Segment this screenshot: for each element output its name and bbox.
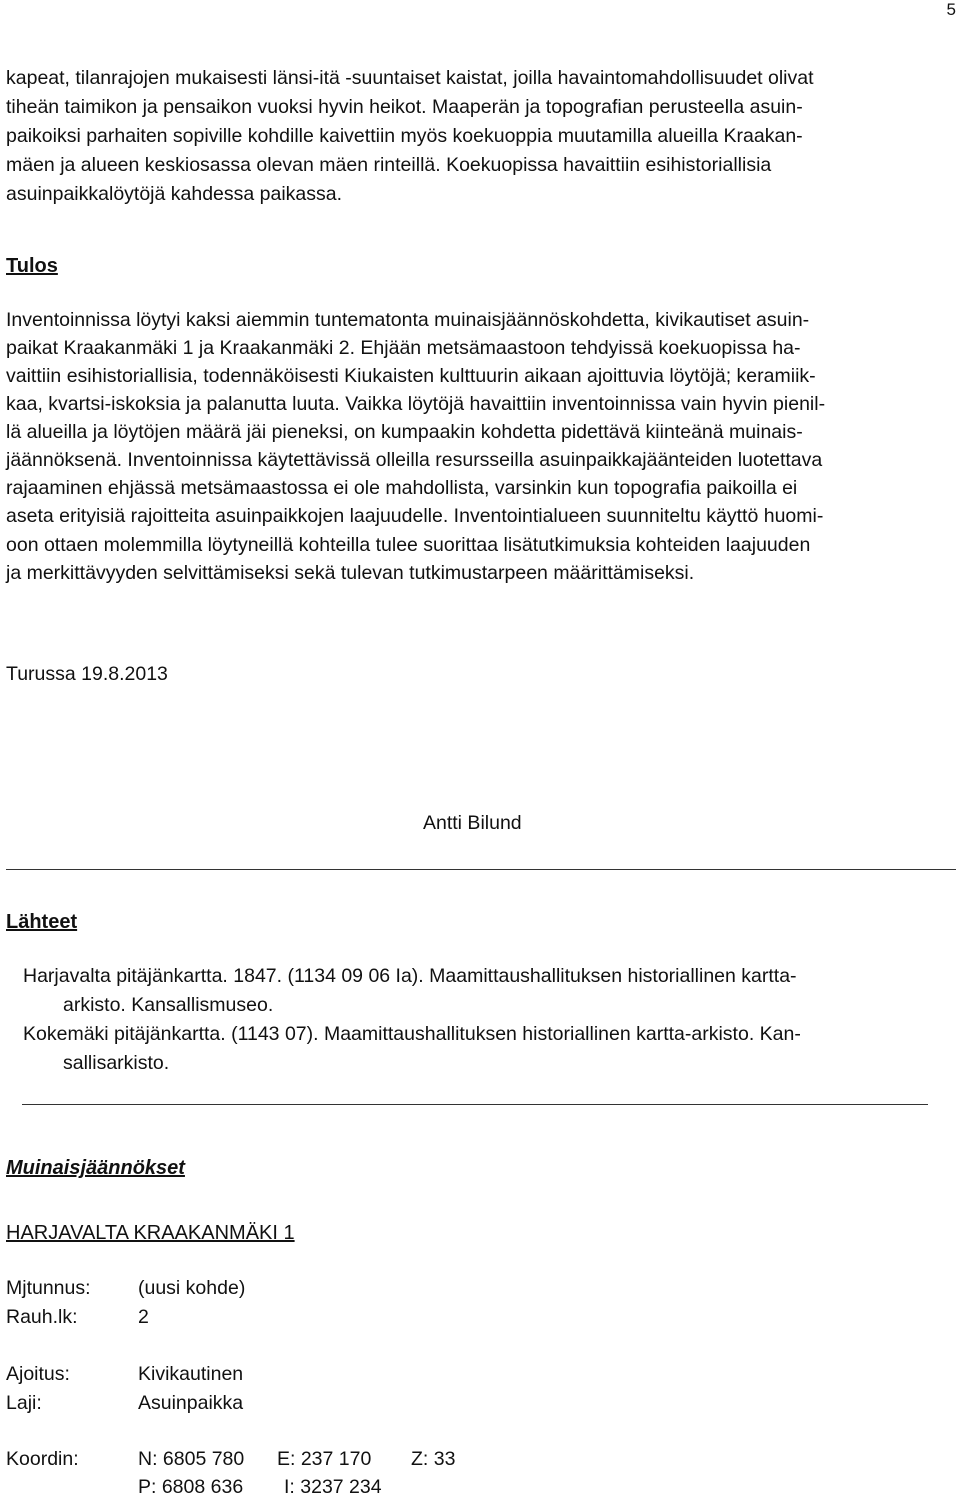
coordinate-n: N: 6805 780	[138, 1448, 245, 1470]
page-number: 5	[946, 0, 956, 19]
field-label-laji: Laji:	[6, 1392, 42, 1414]
field-label-rauhlk: Rauh.lk:	[6, 1306, 78, 1328]
text-line: vaittiin esihistoriallisia, todennäköisesti Kiukaisten kulttuurin aikaan ajoittuvia löytöjä; keramiik-	[6, 365, 816, 387]
text-line: paikat Kraakanmäki 1 ja Kraakanmäki 2. Ehjään metsämaastoon tehdyissä koekuopissa ha-	[6, 337, 801, 359]
text-line: paikoiksi parhaiten sopiville kohdille kaivettiin myös koekuoppia muutamilla alueilla Kraakan-	[6, 125, 803, 147]
place-date: Turussa 19.8.2013	[6, 663, 168, 685]
field-label-koordin: Koordin:	[6, 1448, 79, 1470]
section-heading-lahteet: Lähteet	[6, 911, 78, 933]
author-name: Antti Bilund	[423, 812, 522, 834]
text-line: kapeat, tilanrajojen mukaisesti länsi-itä -suuntaiset kaistat, joilla havaintomahdollisuudet olivat	[6, 67, 814, 89]
divider	[22, 1104, 928, 1105]
field-value-mjtunnus: (uusi kohde)	[138, 1277, 246, 1299]
section-heading-tulos: Tulos	[6, 255, 58, 277]
text-line: ja merkittävyyden selvittämiseksi sekä tulevan tutkimustarpeen määrittämiseksi.	[6, 562, 695, 584]
coordinate-p: P: 6808 636	[138, 1476, 244, 1498]
source-entry-line: Kokemäki pitäjänkartta. (1143 07). Maamittaushallituksen historiallinen kartta-arkisto. Kan-	[23, 1023, 801, 1045]
field-value-rauhlk: 2	[138, 1306, 149, 1328]
source-entry-line: arkisto. Kansallismuseo.	[63, 994, 274, 1016]
divider	[6, 869, 956, 870]
text-line: oon ottaen molemmilla löytyneillä kohteilla tulee suorittaa lisätutkimuksia kohteiden laajuuden	[6, 534, 811, 556]
text-line: asuinpaikkalöytöjä kahdessa paikassa.	[6, 183, 343, 205]
text-line: rajaaminen ehjässä metsämaastossa ei ole mahdollista, varsinkin kun topografia paikoilla ei	[6, 477, 798, 499]
coordinate-z: Z: 33	[411, 1448, 456, 1470]
coordinate-e: E: 237 170	[277, 1448, 372, 1470]
coordinate-i: I: 3237 234	[284, 1476, 382, 1498]
field-value-ajoitus: Kivikautinen	[138, 1363, 244, 1385]
text-line: kaa, kvartsi-iskoksia ja palanutta luuta. Vaikka löytöjä havaittiin inventoinnissa vain hyvin pienil-	[6, 393, 826, 415]
text-line: tiheän taimikon ja pensaikon vuoksi hyvin heikot. Maaperän ja topografian perusteella asuin-	[6, 96, 803, 118]
field-value-laji: Asuinpaikka	[138, 1392, 244, 1414]
source-entry-line: sallisarkisto.	[63, 1052, 170, 1074]
text-line: aseta erityisiä rajoitteita asuinpaikkojen laajuudelle. Inventointialueen suunniteltu käyttö huomi-	[6, 505, 824, 527]
text-line: Inventoinnissa löytyi kaksi aiemmin tuntematonta muinaisjäännöskohdetta, kivikautiset asuin-	[6, 309, 810, 331]
field-label-ajoitus: Ajoitus:	[6, 1363, 70, 1385]
site-title: HARJAVALTA KRAAKANMÄKI 1	[6, 1222, 295, 1244]
text-line: jäännöksenä. Inventoinnissa käytettävissä olleilla resursseilla asuinpaikkajäänteiden luotettava	[6, 449, 823, 471]
text-line: mäen ja alueen keskiosassa olevan mäen rinteillä. Koekuopissa havaittiin esihistoriallisia	[6, 154, 772, 176]
source-entry-line: Harjavalta pitäjänkartta. 1847. (1134 09 06 Ia). Maamittaushallituksen historiallinen kartta-	[23, 965, 797, 987]
section-heading-muinaisjaannokset: Muinaisjäännökset	[6, 1157, 185, 1179]
text-line: lä alueilla ja löytöjen määrä jäi pieneksi, on kumpaakin kohdetta pidettävä kiinteänä muinais-	[6, 421, 803, 443]
field-label-mjtunnus: Mjtunnus:	[6, 1277, 91, 1299]
